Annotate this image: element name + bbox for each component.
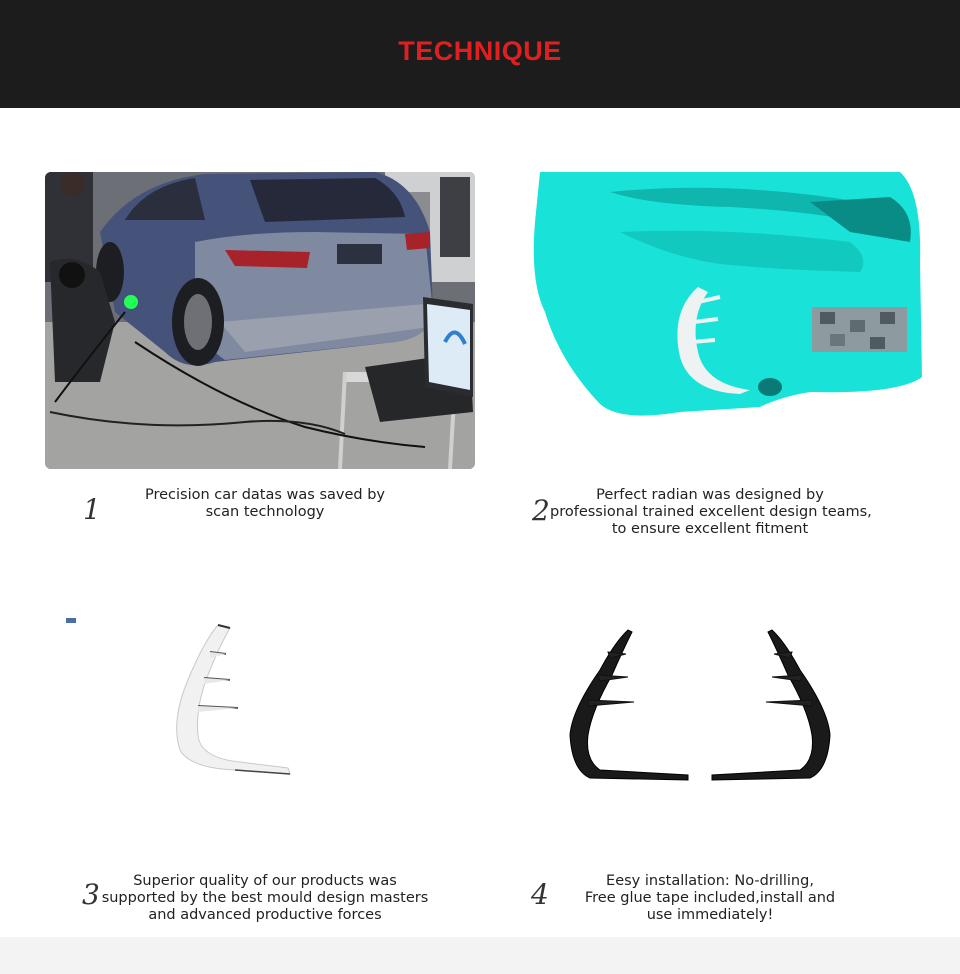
step-1-number: 1 [83,493,101,526]
step-3-line-3: and advanced productive forces [148,907,382,923]
footer-band [0,937,960,974]
mould-product-image [60,610,360,790]
step-4-line-2: Free glue tape included,install and [584,890,836,906]
step-3-number: 3 [82,878,100,911]
step-4-number: 4 [531,878,549,911]
step-1-line-2: scan technology [205,504,325,520]
step-4-line-1: Eesy installation: No-drilling, [606,873,814,889]
step-4-line-3: use immediately! [646,907,774,923]
step-2-line-1: Perfect radian was designed by [596,487,824,503]
step-4-caption [560,873,860,924]
step-3-line-1: Superior quality of our products was [133,873,397,889]
step-2-line-2: professional trained excellent design teams, [550,504,872,520]
step-2-line-3: to ensure excellent fitment [611,521,809,537]
step-1-caption [105,487,425,521]
step-3-caption [100,873,430,924]
step-2-number: 2 [532,494,550,527]
page-title: TECHNIQUE [398,36,562,66]
step-2-caption [550,487,870,538]
scan-model-image [530,172,925,427]
carbon-trim-pair-image [560,620,850,790]
step-3-line-2: supported by the best mould design masters [101,890,429,906]
scan-photo [45,172,475,469]
step-1-line-1: Precision car datas was saved by [144,487,385,503]
page-header [0,0,960,108]
